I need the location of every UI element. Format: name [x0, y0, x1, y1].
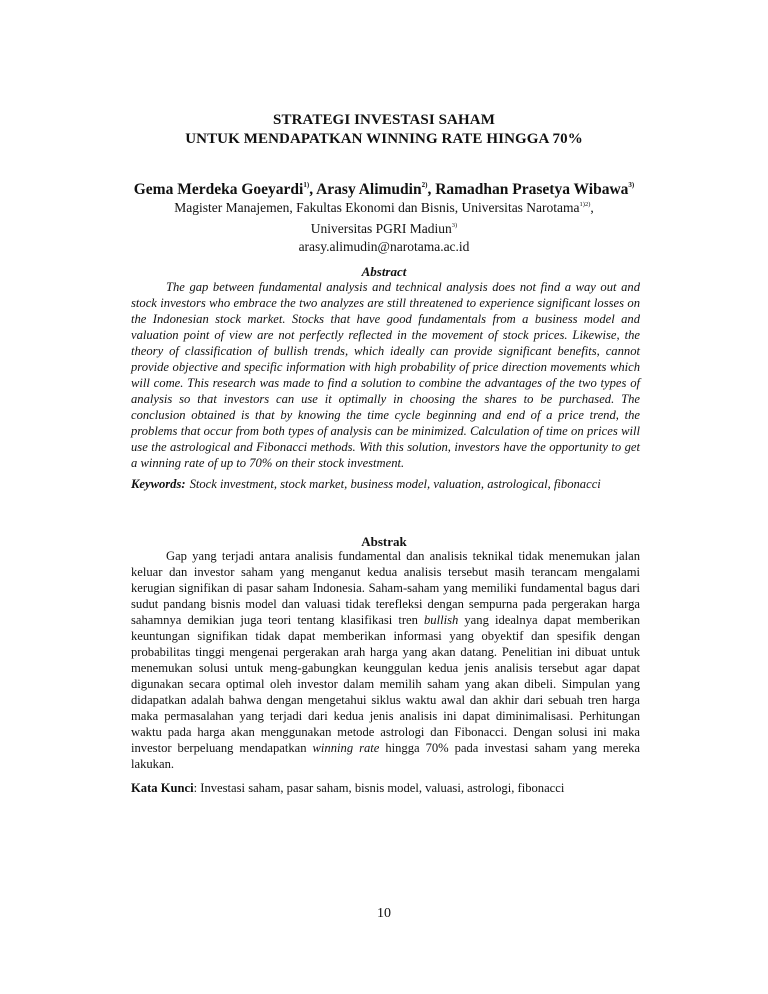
abstrak-text-part: yang idealnya dapat memberikan keuntungan signifikan tidak dapat memberikan informasi yang obyektif dan spesifik dengan probabilitas tinggi mengenai pergerakan arah harga yang akan datang. Penelitian ini dibuat untuk menemukan solusi untuk meng-gabungkan keunggulan kedua jenis analisis tersebut agar dapat digunakan secara optimal oleh investor dalam memilih saham yang akan dibeli. Simpulan yang didapatkan adalah bahwa dengan mengetahui siklus waktu awal dan akhir dari sebuah tren harga maka permasalahan yang terjadi dari kedua jenis analisis ini dapat diminimalisasi. Perhitungan waktu pada harga akan menggunakan metode astrologi dan Fibonacci. Dengan solusi ini maka investor berpeluang mendapatkan	[131, 613, 640, 755]
keywords-label: Keywords:	[131, 477, 186, 491]
affiliation-text: Magister Manajemen, Fakultas Ekonomi dan Bisnis, Universitas Narotama	[174, 200, 580, 215]
author-name: Ramadhan Prasetya Wibawa	[435, 181, 629, 198]
affiliation-mark: 3)	[451, 222, 458, 229]
author-affil-mark: 2)	[421, 181, 428, 189]
abstract-heading: Abstract	[361, 264, 407, 279]
author-separator: ,	[427, 181, 436, 198]
affiliation-mark: 1)2)	[579, 201, 591, 208]
author-name: Arasy Alimudin	[316, 181, 422, 198]
author-email: arasy.alimudin@narotama.ac.id	[298, 239, 470, 254]
abstrak-italic-term: bullish	[424, 613, 459, 627]
abstrak-text-part: Gap yang terjadi antara analisis fundamental dan analisis teknikal tidak menemukan jalan keluar dan investor saham yang menganut kedua analisis tersebut masih terancam mengalami kerugian signifikan di pasar saham Indonesia. Saham-saham yang memiliki fundamental bagus dari sudut pandang bisnis model dan valuasi tidak terefleksi dengan sempurna pada pergerakan harga sahamnya demikian juga teori tentang klasifikasi tren	[131, 549, 640, 627]
paper-title	[0, 111, 768, 149]
affiliations	[0, 196, 768, 256]
kata-kunci-value: : Investasi saham, pasar saham, bisnis model, valuasi, astrologi, fibonacci	[193, 781, 565, 795]
kata-kunci-block	[131, 780, 640, 796]
affiliation-text: Universitas PGRI Madiun	[310, 221, 452, 236]
abstrak-text-part: hingga 70% pada investasi saham yang mereka lakukan.	[131, 741, 640, 771]
affiliation-line-1	[0, 196, 768, 217]
abstrak-text	[131, 548, 640, 772]
author-affil-mark: 1)	[303, 181, 310, 189]
page-number: 10	[377, 906, 391, 921]
keywords-value: Stock investment, stock market, business model, valuation, astrological, fibonacci	[189, 477, 601, 491]
author-affil-mark: 3)	[628, 181, 635, 189]
kata-kunci-label: Kata Kunci	[131, 781, 194, 795]
affiliation-line-2	[0, 217, 768, 238]
author-separator: ,	[309, 181, 317, 198]
abstract-english-text: The gap between fundamental analysis and technical analysis does not find a way out and stock investors who embrace the two analyzes are still threatened to experience significant losses on the Indonesian stock market. Stocks that have good fundamentals from a business model and valuation point of view are not perfectly reflected in the movement of stock prices. Likewise, the theory of classification of bullish trends, which ideally can provide significant benefits, cannot provide objective and specific information with high probability of price direction movements which will come. This research was made to find a solution to combine the advantages of the two types of analysis so that investors can use it optimally in choosing the shares to be purchased. The conclusion obtained is that by knowing the time cycle beginning and end of a price trend, the problems that occur from both types of analysis can be minimized. Calculation of time on prices will use the astrological and Fibonacci methods. With this solution, investors have the opportunity to get a winning rate of up to 70% on their stock investment.	[131, 280, 640, 470]
abstrak-indonesian	[131, 548, 640, 772]
title-line-1: STRATEGI INVESTASI SAHAM	[273, 112, 495, 128]
keywords-block	[131, 476, 640, 492]
abstrak-heading: Abstrak	[361, 534, 407, 549]
title-line-2: UNTUK MENDAPATKAN WINNING RATE HINGGA 70%	[185, 131, 583, 147]
abstrak-italic-term: winning rate	[312, 741, 380, 755]
author-name: Gema Merdeka Goeyardi	[133, 181, 304, 198]
affiliation-tail: ,	[590, 200, 594, 215]
abstract-english	[131, 279, 640, 471]
